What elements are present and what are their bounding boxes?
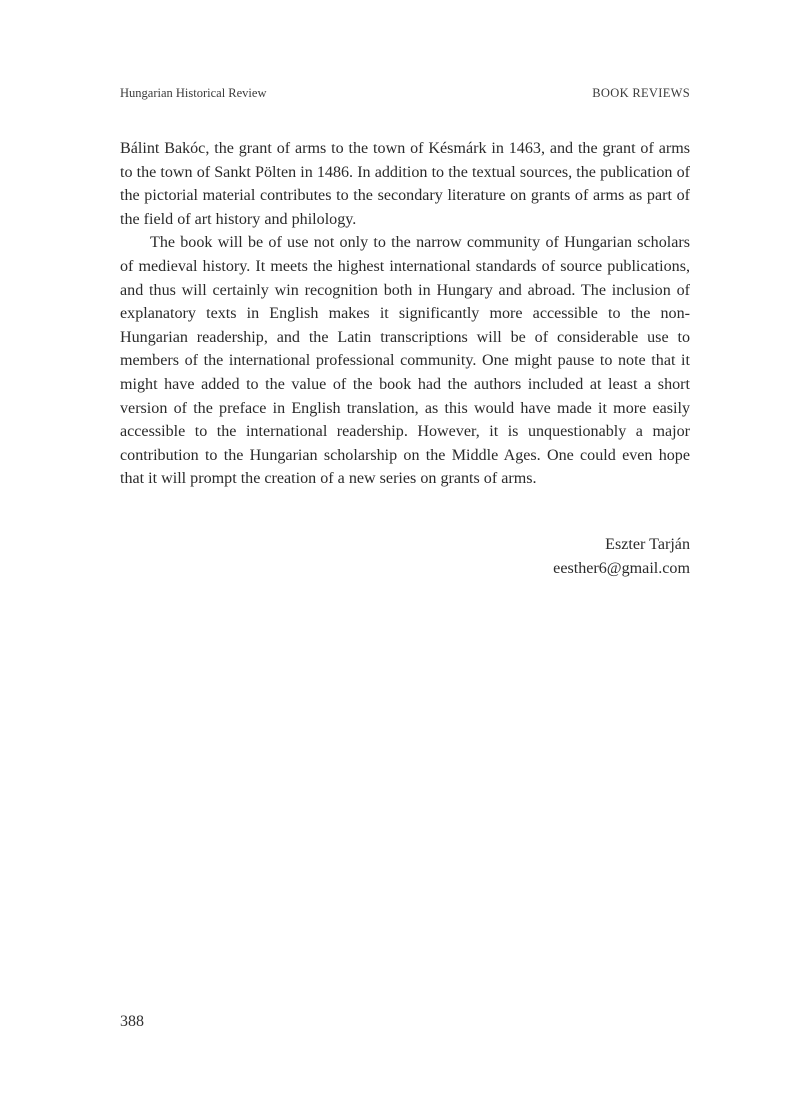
paragraph-conclusion: The book will be of use not only to the narrow community of Hungarian scholars of medieval history. It meets the highest international standards of source publications, and thus will certainly win recognition both in Hungary and abroad. The inclusion of explanatory texts in English makes it significantly more accessible to the non-Hungarian readership, and the Latin transcriptions will be of considerable use to members of the international professional community. One might pause to note that it might have added to the value of the book had the authors included at least a short version of the preface in English translation, as this would have made it more easily accessible to the international readership. However, it is unquestionably a major contribution to the Hungarian scholarship on the Middle Ages. One could even hope that it will prompt the creation of a new series on grants of arms.	[120, 234, 690, 488]
journal-title: Hungarian Historical Review	[120, 86, 267, 100]
running-header	[120, 86, 690, 104]
review-body	[120, 137, 690, 491]
page-number: 388	[120, 1013, 144, 1030]
author-email: eesther6@gmail.com	[553, 559, 690, 577]
paragraph-continuation: Bálint Bakóc, the grant of arms to the town of Késmárk in 1463, and the grant of arms to the town of Sankt Pölten in 1486. In addition to the textual sources, the publication of the pictorial material contributes to the secondary literature on grants of arms as part of the field of art history and philology.	[120, 140, 690, 228]
review-signature	[553, 533, 690, 580]
author-name: Eszter Tarján	[605, 536, 690, 553]
section-title: BOOK REVIEWS	[592, 86, 690, 100]
